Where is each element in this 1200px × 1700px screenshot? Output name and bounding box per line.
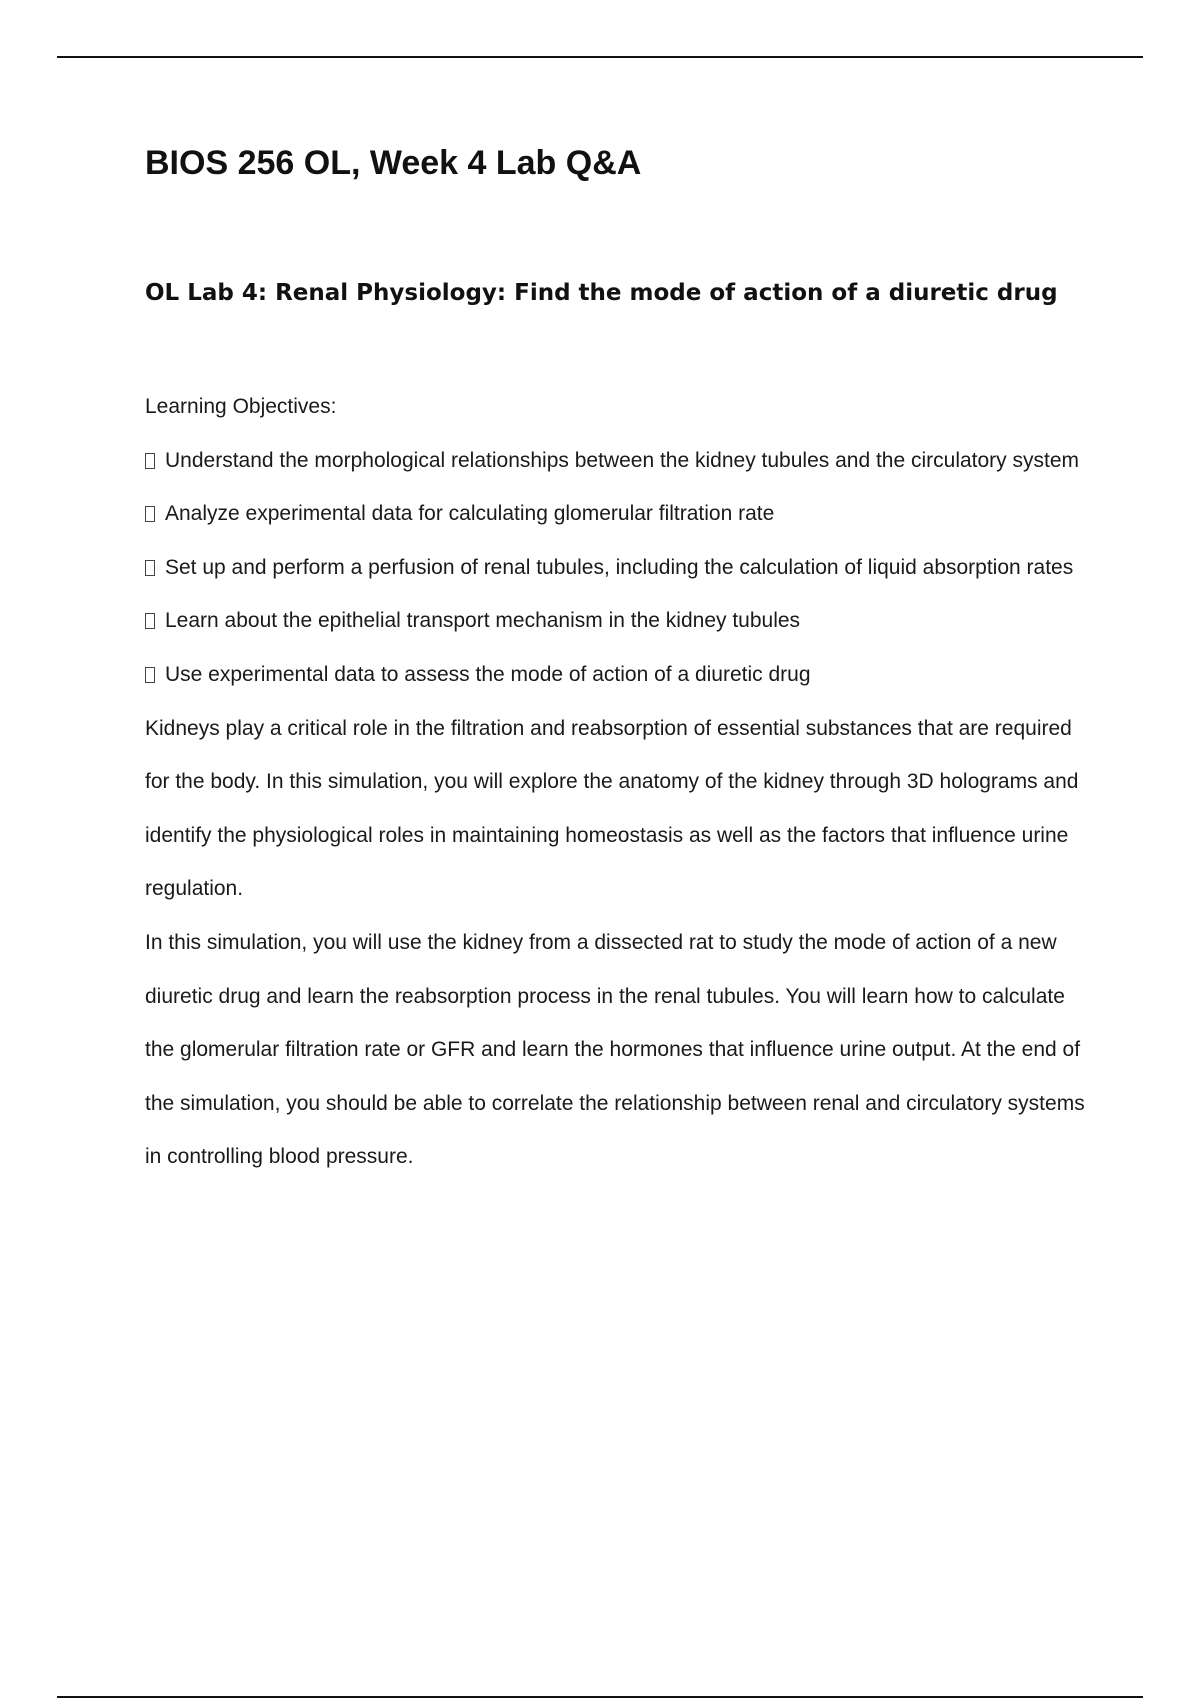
lab-heading: OL Lab 4: Renal Physiology: Find the mode of action of a diuretic drug [145, 280, 1058, 306]
top-divider [57, 56, 1143, 58]
document-body [145, 380, 1090, 1184]
body-paragraph: In this simulation, you will use the kidney from a dissected rat to study the mode of action of a new diuretic drug and learn the reabsorption process in the renal tubules. You will learn how to calculate the glomerular filtration rate or GFR and learn the hormones that influence urine output. At the end of the simulation, you should be able to correlate the relationship between renal and circulatory systems in controlling blood pressure. [145, 930, 1085, 1169]
objective-item [145, 541, 1090, 595]
bullet-icon [145, 560, 155, 576]
bullet-icon [145, 506, 155, 522]
objectives-list [145, 434, 1090, 702]
document-title: BIOS 256 OL, Week 4 Lab Q&A [145, 144, 642, 182]
objective-text: Analyze experimental data for calculating glomerular filtration rate [165, 502, 775, 526]
objectives-label: Learning Objectives: [145, 395, 337, 418]
objective-text: Use experimental data to assess the mode of action of a diuretic drug [165, 662, 811, 686]
objective-text: Understand the morphological relationships between the kidney tubules and the circulatory system [165, 448, 1080, 472]
bottom-divider [57, 1696, 1143, 1698]
objective-item [145, 434, 1090, 488]
objective-text: Set up and perform a perfusion of renal tubules, including the calculation of liquid absorption rates [165, 555, 1074, 579]
objective-text: Learn about the epithelial transport mechanism in the kidney tubules [165, 609, 801, 633]
objective-item [145, 487, 1090, 541]
bullet-icon [145, 453, 155, 469]
bullet-icon [145, 667, 155, 683]
body-paragraph: Kidneys play a critical role in the filtration and reabsorption of essential substances that are required for the body. In this simulation, you will explore the anatomy of the kidney through 3D holograms and identify the physiological roles in maintaining homeostasis as well as the factors that influence urine regulation. [145, 716, 1079, 901]
objective-item [145, 594, 1090, 648]
objective-item [145, 648, 1090, 702]
bullet-icon [145, 613, 155, 629]
